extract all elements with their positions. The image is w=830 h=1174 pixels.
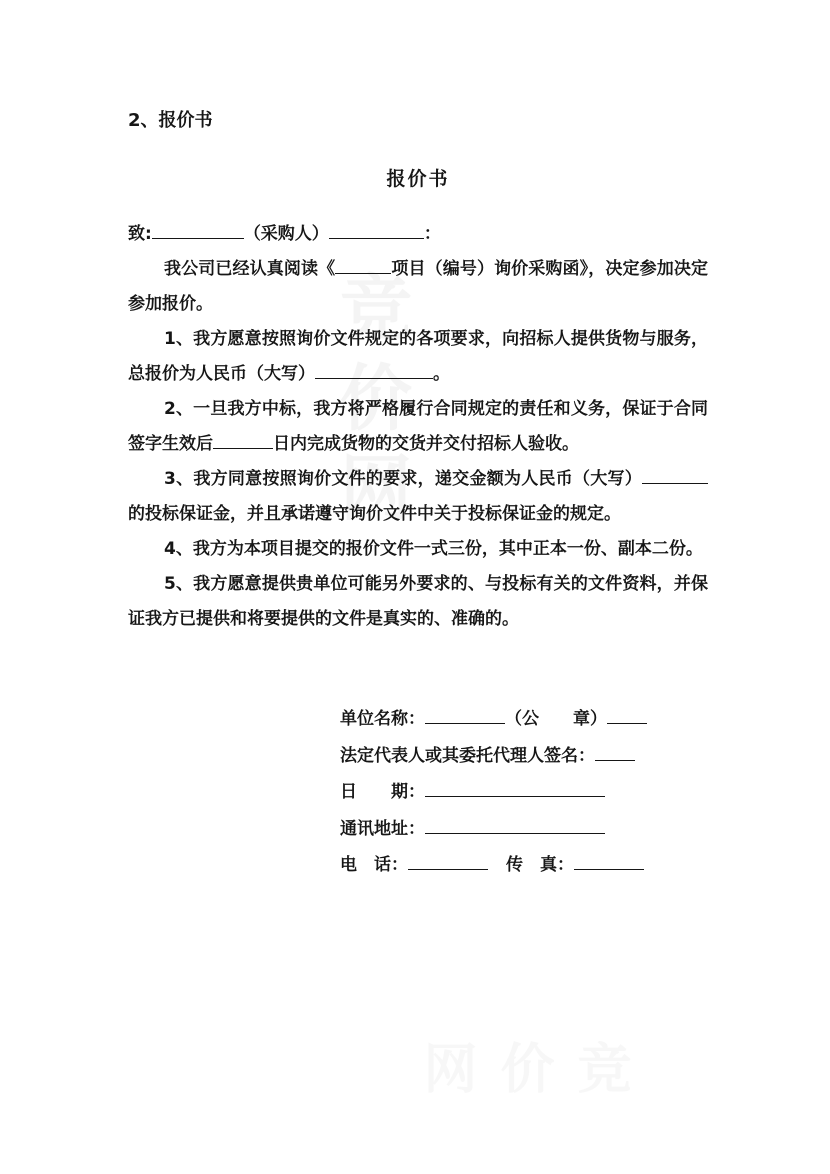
- intro-text-a: 我公司已经认真阅读《: [164, 259, 336, 279]
- p3-text-a: 3、我方同意按照询价文件的要求，递交金额为人民币（大写）: [164, 469, 642, 489]
- unit-name-blank: [425, 708, 505, 724]
- paragraph-2: [128, 392, 708, 462]
- paragraph-intro: [128, 252, 708, 322]
- address-label: 通讯地址：: [340, 818, 425, 839]
- p3-text-b: 的投标保证金，并且承诺遵守询价文件中关于投标保证金的规定。: [128, 504, 621, 524]
- fax-blank: [574, 854, 644, 870]
- paragraph-4: 4、我方为本项目提交的报价文件一式三份，其中正本一份、副本二份。: [164, 539, 703, 559]
- official-seal-label: （公 章）: [505, 709, 607, 729]
- document-content: [128, 108, 708, 884]
- legal-rep-line: [340, 738, 708, 775]
- project-number-blank: [335, 258, 391, 274]
- paragraph-5: 5、我方愿意提供贵单位可能另外要求的、与投标有关的文件资料，并保证我方已提供和将要提供的文件是真实的、准确的。: [128, 574, 708, 629]
- date-blank: [425, 781, 605, 797]
- p2-text-b: 日内完成货物的交货并交付招标人验收。: [273, 434, 579, 454]
- address-line: [340, 811, 708, 848]
- phone-label: 电 话：: [340, 855, 408, 875]
- purchaser-blank-1: [152, 223, 244, 239]
- unit-name-blank-2: [607, 708, 647, 724]
- salutation-line: [128, 217, 708, 252]
- p2-text-a: 2、一旦我方中标，我方将严格履行合同规定的责任和义务，保证于合同签字生效后: [128, 399, 708, 454]
- fax-label: 传 真：: [506, 855, 574, 875]
- total-price-blank: [315, 363, 433, 379]
- p1-text-a: 1、我方愿意按照询价文件规定的各项要求，向招标人提供货物与服务，总报价为人民币（大写）: [128, 329, 708, 384]
- paragraph-1: [128, 322, 708, 392]
- salutation-mid: （采购人）: [243, 224, 329, 244]
- signature-block: [340, 701, 708, 884]
- watermark: 竞价网: [328, 270, 412, 540]
- intro-text-b: 项目（编号）询价采购函》，决定参加决定参加报价。: [128, 259, 709, 314]
- deposit-amount-blank: [642, 468, 708, 484]
- watermark-bottom: 竞价网: [415, 1040, 632, 1112]
- section-heading: 2、报价书: [128, 110, 213, 131]
- salutation-lead: 致:: [128, 224, 152, 244]
- address-blank: [425, 818, 605, 834]
- date-label: 日 期：: [340, 782, 425, 802]
- date-line: [340, 774, 708, 811]
- unit-name-line: [340, 701, 708, 738]
- paragraph-3: [128, 462, 708, 532]
- unit-name-label: 单位名称：: [340, 709, 425, 729]
- legal-rep-signature-blank: [595, 745, 635, 761]
- purchaser-blank-2: [329, 223, 424, 239]
- legal-rep-label: 法定代表人或其委托代理人签名：: [340, 745, 595, 766]
- phone-blank: [408, 854, 488, 870]
- phone-fax-line: [340, 847, 708, 884]
- p1-text-b: 。: [433, 364, 450, 384]
- document-title: 报价书: [386, 168, 450, 190]
- delivery-days-blank: [213, 433, 273, 449]
- salutation-tail: ：: [423, 224, 441, 244]
